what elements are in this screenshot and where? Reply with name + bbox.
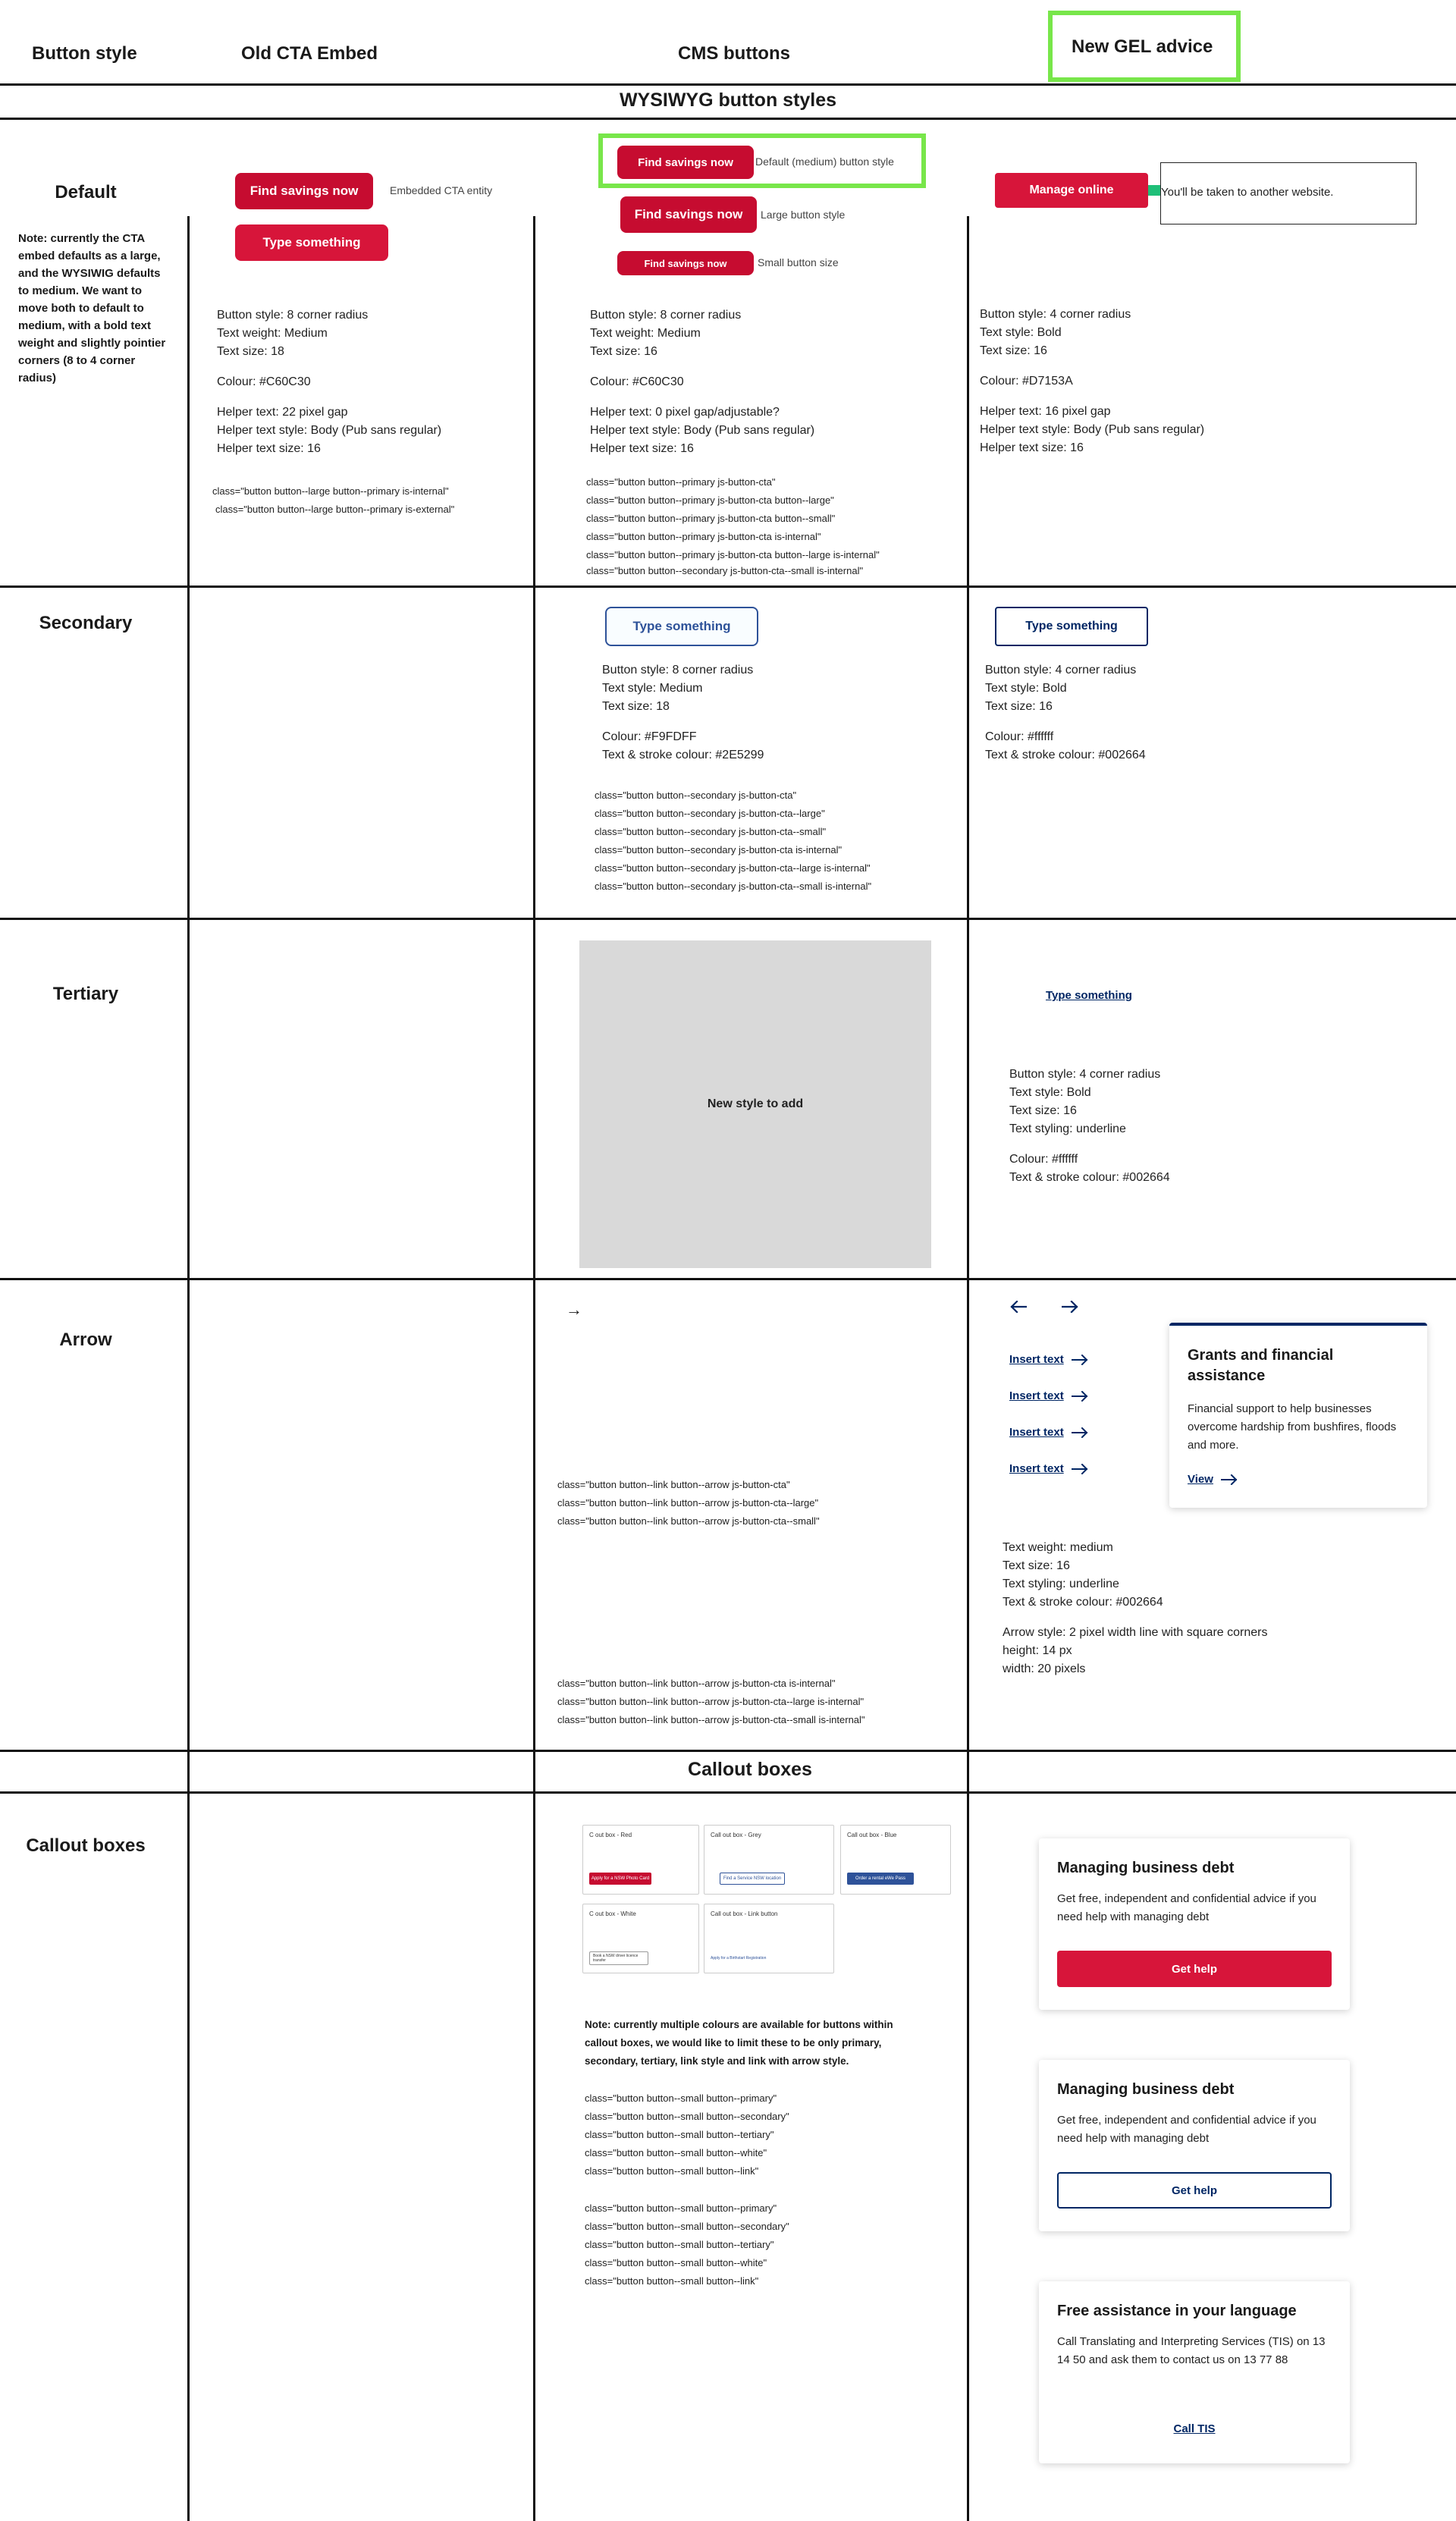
callout-mini-white: C out box - White Book a NSW driver licence transfer [582, 1904, 699, 1973]
gel-callout-card-title: Managing business debt [1057, 1860, 1235, 1876]
gel-callout-card-title: Managing business debt [1057, 2081, 1235, 2098]
arrow-right-icon [1072, 1391, 1088, 1402]
col-header-cms-buttons: CMS buttons [678, 43, 790, 64]
grants-card [1169, 1323, 1427, 1508]
gel-arrow-link-4[interactable]: Insert text [1009, 1462, 1088, 1475]
gel-callout-card-body: Get free, independent and confidential advice if you need help with managing debt [1057, 2114, 1316, 2145]
callout-header-bottom-line [0, 1791, 1456, 1794]
header-bottom-line [0, 83, 1456, 86]
cms-small-helper: Small button size [758, 256, 839, 268]
cms-secondary-classes: class="button button--secondary js-button-cta" class="button button--secondary js-button-cta--large" class="button button--secondary js-button-cta--small" class="button button--secondary js-button-cta is-internal" class="button button--secondary js-button-cta--large is-internal" class="button button--secondary js-button-cta--small is-internal" [595, 790, 872, 892]
cms-large-helper: Large button style [761, 209, 846, 221]
gel-tertiary-spec: Button style: 4 corner radius Text style: Bold Text size: 16 Text styling: underline Colour: #ffffff Text & stroke colour: #002664 [1009, 1068, 1170, 1184]
arrow-right-icon [1072, 1355, 1088, 1365]
gel-callout-card-secondary [1039, 2060, 1350, 2231]
call-tis-link[interactable]: Call TIS [1173, 2422, 1216, 2435]
col-header-new-gel-advice: New GEL advice [1072, 36, 1213, 57]
gel-callout-card-primary [1039, 1838, 1350, 2010]
gel-secondary-spec: Button style: 4 corner radius Text style: Bold Text size: 16 Colour: #ffffff Text & stroke colour: #002664 [985, 664, 1146, 761]
secondary-row-bottom-line [0, 918, 1456, 920]
row-label-callout: Callout boxes [26, 1835, 146, 1856]
cms-tertiary-placeholder-text: New style to add [707, 1097, 804, 1110]
note-default: Note: currently the CTA embed defaults as a large, and the WYSIWIG defaults to medium. We want to move both to default to medium, with a bold text weight and slightly pointier corners (8 to 4 corner radius) [18, 232, 166, 385]
wysiwyg-bottom-line [0, 118, 1456, 120]
cms-medium-button[interactable]: Find savings now [617, 146, 754, 179]
gel-tooltip: You'll be taken to another website. [1160, 162, 1417, 224]
cms-small-button[interactable]: Find savings now [617, 251, 754, 275]
grants-card-view-link[interactable]: View [1188, 1473, 1238, 1486]
arrow-row-bottom-line [0, 1750, 1456, 1752]
row-label-arrow: Arrow [59, 1330, 112, 1350]
callout-mini-red-button[interactable]: Apply for a NSW Photo Card [589, 1873, 651, 1885]
default-row-bottom-line [0, 586, 1456, 588]
row-label-default: Default [55, 182, 117, 202]
gel-tooltip-connector [1148, 185, 1160, 196]
cms-tertiary-placeholder [579, 940, 931, 1268]
cms-medium-helper: Default (medium) button style [755, 155, 894, 168]
gel-callout-card-title: Free assistance in your language [1057, 2303, 1297, 2319]
arrow-right-icon [1072, 1427, 1088, 1438]
callout-mini-grey: Call out box - Grey Find a Service NSW location [704, 1825, 834, 1895]
col-header-button-style: Button style [32, 43, 137, 64]
tertiary-row-bottom-line [0, 1278, 1456, 1280]
col-header-old-cta-embed: Old CTA Embed [241, 43, 378, 64]
section-title-wysiwyg: WYSIWYG button styles [619, 89, 837, 111]
get-help-primary-button[interactable]: Get help [1057, 1951, 1332, 1987]
gel-arrow-link-1[interactable]: Insert text [1009, 1353, 1088, 1366]
callout-mini-red: C out box - Red Apply for a NSW Photo Card [582, 1825, 699, 1895]
callout-note: Note: currently multiple colours are available for buttons within callout boxes, we would like to limit these to be only primary, secondary, tertiary, link style and link with arrow style. [585, 2019, 893, 2067]
callout-mini-grey-button[interactable]: Find a Service NSW location [720, 1873, 785, 1885]
grants-card-title: Grants and financial assistance [1188, 1347, 1334, 1384]
callout-classes-2: class="button button--small button--primary" class="button button--small button--secondary" class="button button--small button--tertiary" class="button button--small button--white" class="button button--small button--link" [585, 2202, 789, 2287]
arrow-right-icon [1072, 1464, 1088, 1474]
gel-arrow-link-2[interactable]: Insert text [1009, 1389, 1088, 1402]
arrow-right-icon [1062, 1301, 1078, 1313]
col-line-2 [533, 216, 535, 2521]
cms-arrow-classes-2: class="button button--link button--arrow js-button-cta is-internal" class="button button--link button--arrow js-button-cta--large is-internal" class="button button--link button--arrow js-button-cta--small is-internal" [557, 1678, 865, 1725]
section-title-callout: Callout boxes [688, 1759, 812, 1780]
old-default-classes: class="button button--large button--primary is-internal" class="button button--large button--primary is-external" [212, 485, 455, 515]
row-label-tertiary: Tertiary [52, 984, 119, 1004]
callout-mini-link: Call out box - Link button Apply for a Birthstart Registration [704, 1904, 834, 1973]
gel-arrow-spec: Text weight: medium Text size: 16 Text styling: underline Text & stroke colour: #002664 Arrow style: 2 pixel width line with square corners height: 14 px width: 20 pixels [1003, 1541, 1268, 1675]
callout-mini-white-button[interactable]: Book a NSW driver licence transfer [589, 1951, 648, 1965]
gel-callout-card-body: Get free, independent and confidential advice if you need help with managing debt [1057, 1892, 1316, 1923]
callout-mini-link-button[interactable]: Apply for a Birthstart Registration [711, 1956, 767, 1961]
old-find-savings-button[interactable]: Find savings now [235, 173, 373, 209]
grants-card-body: Financial support to help businesses overcome hardship from bushfires, floods and more. [1188, 1402, 1397, 1452]
old-default-spec: Button style: 8 corner radius Text weight: Medium Text size: 18 Colour: #C60C30 Helper text: 22 pixel gap Helper text style: Body (Pub sans regular) Helper text size: 16 [217, 309, 442, 455]
gel-manage-online-button[interactable]: Manage online [995, 173, 1148, 208]
col-line-1 [187, 216, 190, 2521]
gel-callout-card-link [1039, 2281, 1350, 2463]
arrow-left-icon [1010, 1301, 1027, 1313]
cms-arrow-classes-1: class="button button--link button--arrow js-button-cta" class="button button--link button--arrow js-button-cta--large" class="button button--link button--arrow js-button-cta--small" [557, 1479, 820, 1527]
cms-secondary-spec: Button style: 8 corner radius Text style: Medium Text size: 18 Colour: #F9FDFF Text & stroke colour: #2E5299 [602, 664, 764, 761]
gel-arrow-link-3[interactable]: Insert text [1009, 1426, 1088, 1439]
gel-secondary-button[interactable]: Type something [995, 607, 1148, 646]
cms-arrow-glyph: → [566, 1300, 582, 1319]
cms-default-classes: class="button button--primary js-button-cta" class="button button--primary js-button-cta button--large" class="button button--primary js-button-cta button--small" class="button button--primary js-button-cta is-internal" class="button button--primary js-button-cta button--large is-internal" class="button button--secondary js-button-cta--small is-internal" [586, 476, 880, 576]
gel-callout-card-body: Call Translating and Interpreting Services (TIS) on 13 14 50 and ask them to contact us on 13 77 88 [1057, 2335, 1326, 2366]
row-label-secondary: Secondary [39, 613, 133, 633]
old-type-something-button[interactable]: Type something [235, 224, 388, 261]
cms-secondary-button[interactable]: Type something [605, 607, 758, 646]
gel-tertiary-link[interactable]: Type something [1046, 989, 1132, 1002]
get-help-secondary-button[interactable]: Get help [1057, 2172, 1332, 2209]
cms-large-button[interactable]: Find savings now [620, 196, 757, 233]
gel-default-spec: Button style: 4 corner radius Text style: Bold Text size: 16 Colour: #D7153A Helper text: 16 pixel gap Helper text style: Body (Pub sans regular) Helper text size: 16 [980, 308, 1205, 454]
callout-mini-blue: Call out box - Blue Order a rental eWe Pass [840, 1825, 951, 1895]
old-helper-text: Embedded CTA entity [390, 184, 493, 196]
cms-default-spec: Button style: 8 corner radius Text weight: Medium Text size: 16 Colour: #C60C30 Helper text: 0 pixel gap/adjustable? Helper text style: Body (Pub sans regular) Helper text size: 16 [590, 309, 815, 455]
col-line-3 [967, 216, 969, 2521]
arrow-right-icon [1221, 1474, 1238, 1485]
callout-classes-1: class="button button--small button--primary" class="button button--small button--secondary" class="button button--small button--tertiary" class="button button--small button--white" class="button button--small button--link" [585, 2092, 789, 2177]
callout-mini-blue-button[interactable]: Order a rental eWe Pass [847, 1873, 914, 1885]
